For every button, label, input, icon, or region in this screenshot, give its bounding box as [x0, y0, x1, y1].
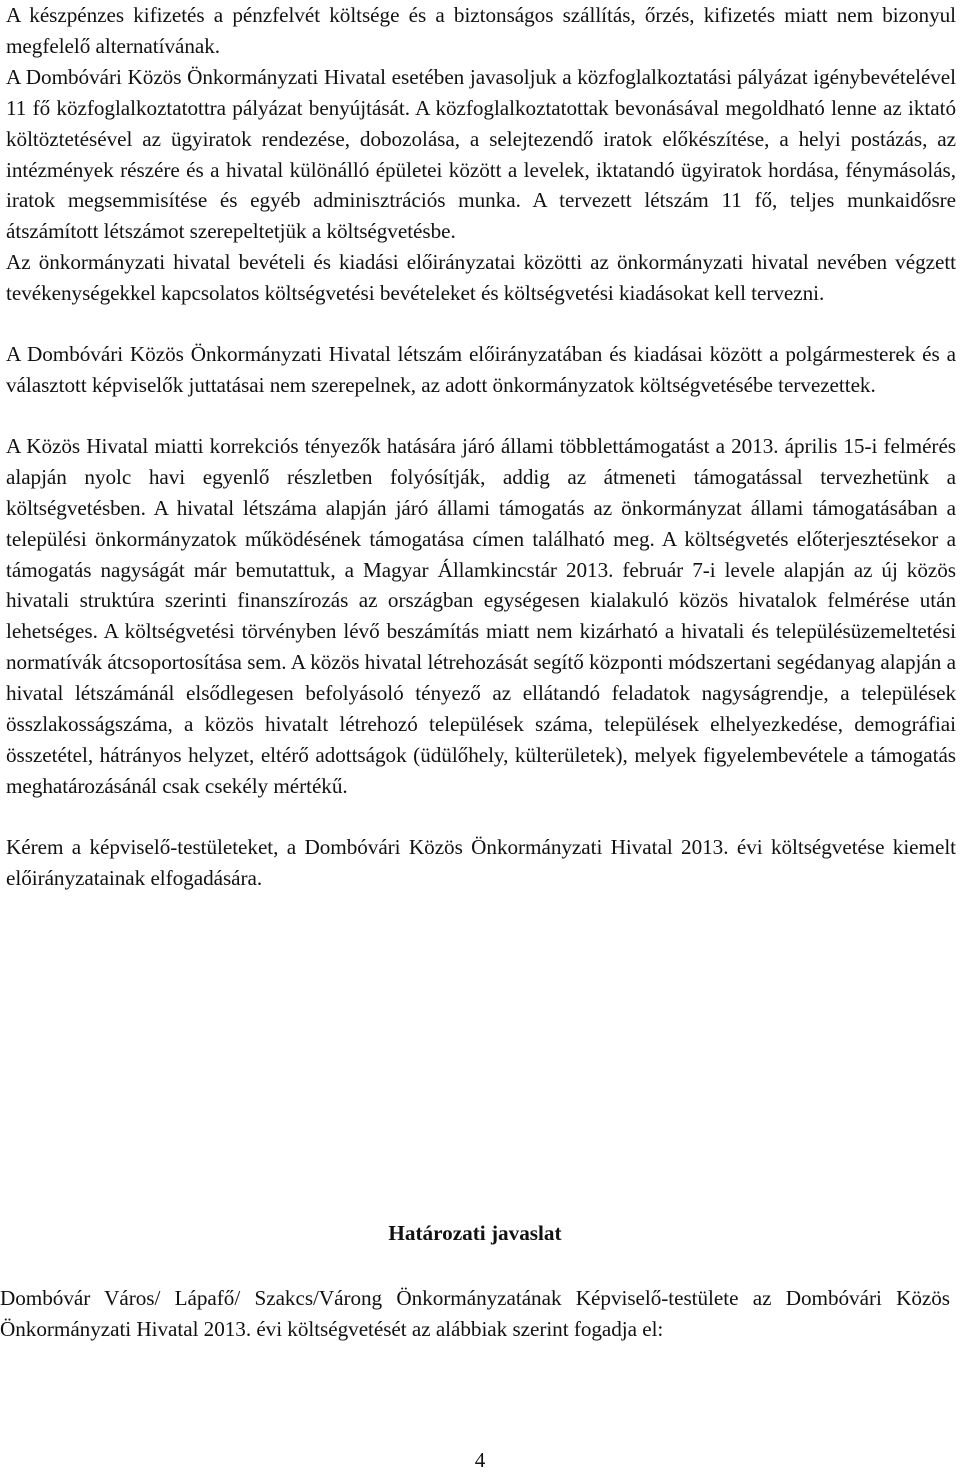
paragraph-request: Kérem a képviselő-testületeket, a Dombóvári Közös Önkormányzati Hivatal 2013. évi költségvetése kiemelt előirányzatainak elfogadására. [6, 834, 956, 890]
paragraph-cash-payment: A készpénzes kifizetés a pénzfelvét költsége és a biztonságos szállítás, őrzés, kifizetés miatt nem bizonyul megfelelő alternatívának. [6, 3, 956, 58]
document-page [6, 0, 956, 894]
paragraph-staff-appropriation: A Dombóvári Közös Önkormányzati Hivatal létszám előirányzatában és kiadásai között a polgármesterek és a választott képviselők juttatásai nem szerepelnek, az adott önkormányzatok költségvetésébe tervezettek. [6, 342, 956, 397]
paragraph-resolution-text: Dombóvár Város/ Lápafő/ Szakcs/Várong Önkormányzatának Képviselő-testülete az Dombóvári Közös Önkormányzati Hivatal 2013. évi költségvetését az alábbiak szerint fogadja el: [0, 1286, 950, 1341]
paragraph-state-support: A Közös Hivatal miatti korrekciós tényezők hatására járó állami többlettámogatást a 2013. április 15-i felmérés alapján nyolc havi egyenlő részletben folyósítják, addig az átmeneti támogatással tervezhetünk a költségvetésben. A hivatal létszáma alapján járó állami támogatás az önkormányzat állami támogatásában a települési önkormányzatok működésének támogatása címen található meg. A költségvetés előterjesztésekor a támogatás nagyságát már bemutattuk, a Magyar Államkincstár 2013. február 7-i levele alapján az új közös hivatali struktúra szerinti finanszírozás az országban egységesen kialakuló közös hivatalok felmérése után lehetséges. A költségvetési törvényben lévő beszámítás miatt nem kizárható a hivatali és településüzemeltetési normatívák átcsoportosítása sem. A közös hivatal létrehozását segítő központi módszertani segédanyag alapján a hivatal létszámánál elsődlegesen befolyásoló tényező az ellátandó feladatok nagyságrendje, a települések összlakosságszáma, a közös hivatalt létrehozó települések száma, települések elhelyezkedése, demográfiai összetétel, hátrányos helyzet, eltérő adottságok (üdülőhely, külterületek), melyek figyelembevétele a támogatás meghatározásánál csak csekély mértékű. [6, 433, 956, 798]
paragraph-public-work: A Dombóvári Közös Önkormányzati Hivatal esetében javasoljuk a közfoglalkoztatási pályázat igénybevételével 11 fő közfoglalkoztatottra pályázat benyújtását. A közfoglalkoztatottak bevonásával megoldható lenne az iktató költöztetésével az ügyiratok rendezése, dobozolása, a selejtezendő iratok előkészítése, a helyi postázás, az intézmények részére és a hivatal különálló épületei között a levelek, iktatandó ügyiratok hordása, fénymásolás, iratok megsemmisítése és egyéb adminisztrációs munka. A tervezett létszám 11 fő, teljes munkaidősre átszámított létszámot szerepeltetjük a költségvetésbe. [6, 64, 956, 244]
page-number: 4 [474, 1448, 486, 1472]
resolution-block [0, 1283, 950, 1345]
resolution-heading: Határozati javaslat [388, 1221, 562, 1245]
paragraph-revenue-expenditure: Az önkormányzati hivatal bevételi és kiadási előirányzatai közötti az önkormányzati hivatal nevében végzett tevékenységekkel kapcsolatos költségvetési bevételeket és költségvetési kiadásokat kell tervezni. [6, 250, 956, 306]
